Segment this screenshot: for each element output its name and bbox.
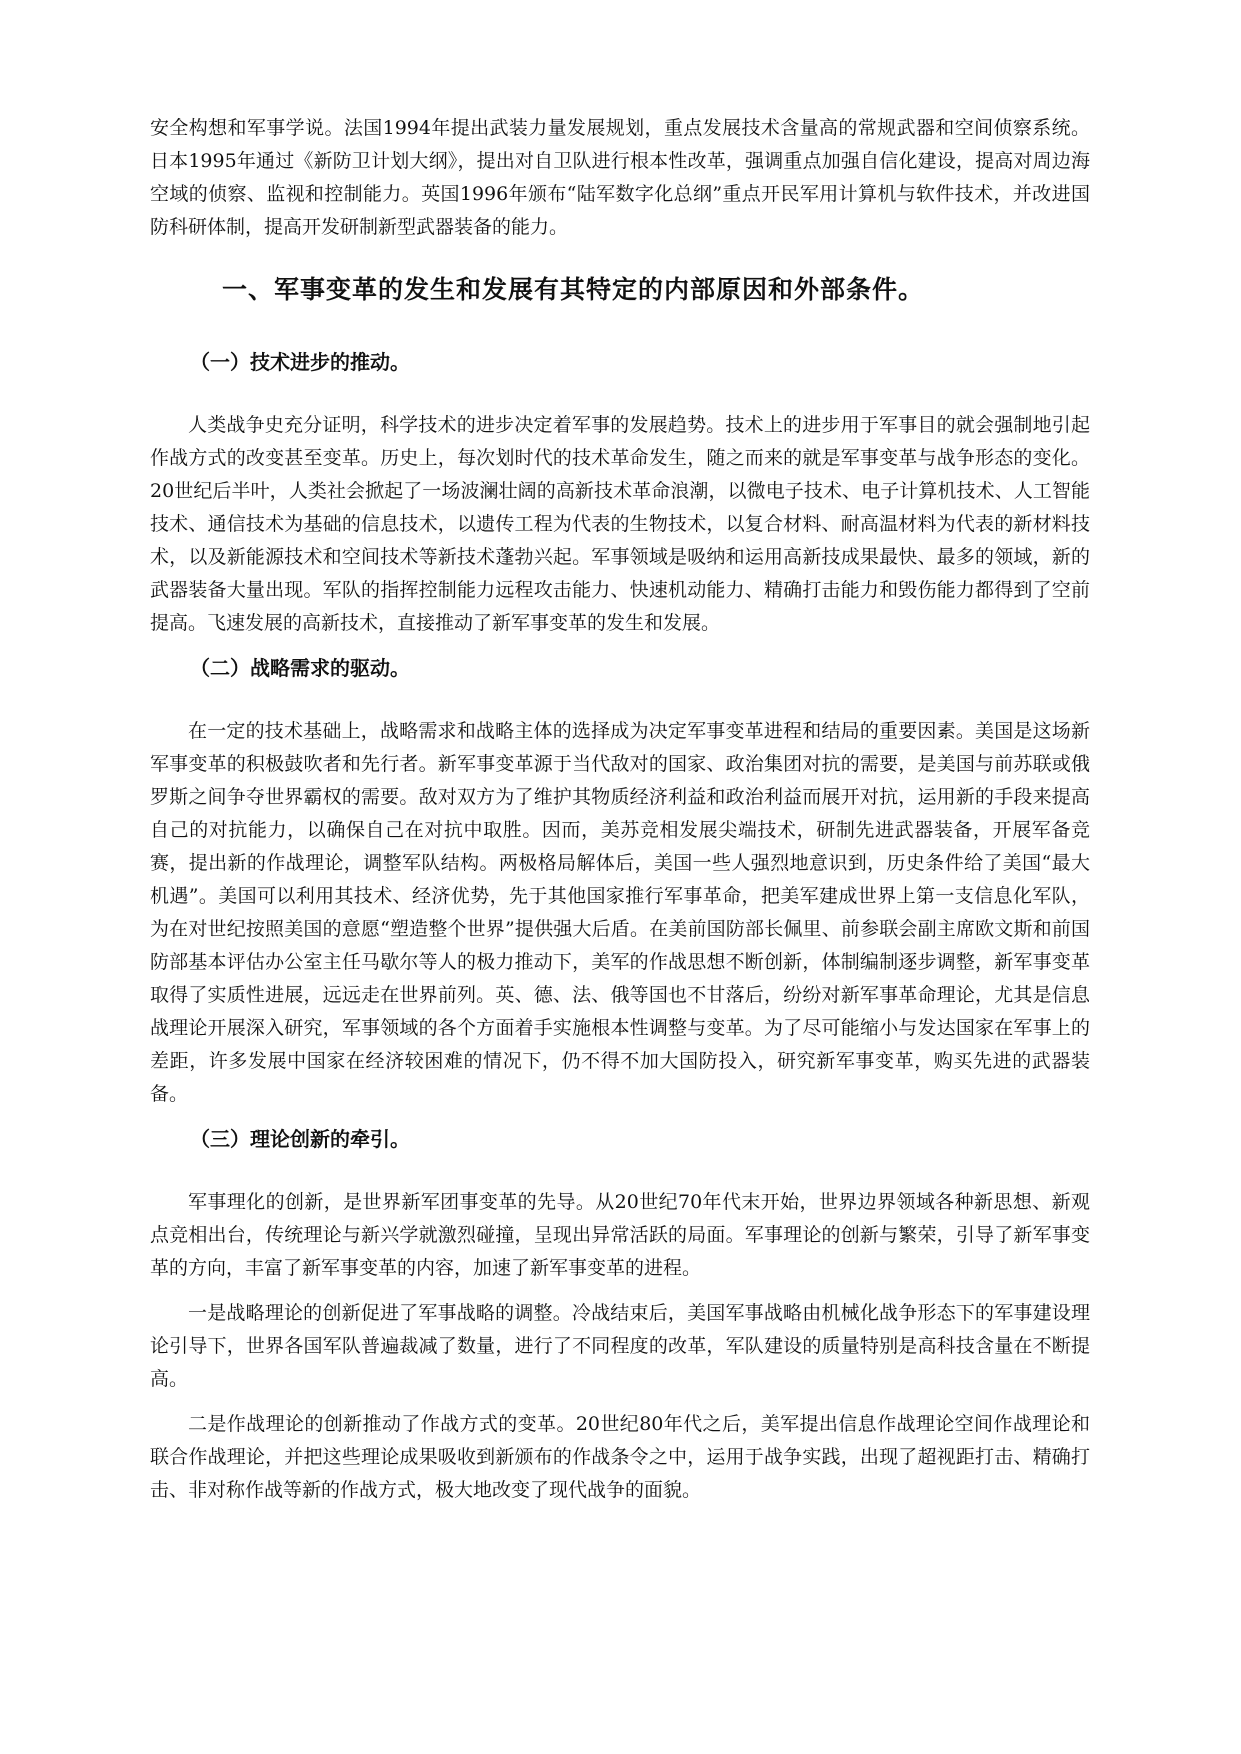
subheading-strategy: （二）战略需求的驱动。 (190, 656, 410, 680)
subheading-tech: （一）技术进步的推动。 (190, 350, 410, 374)
combat-theory-paragraph: 二是作战理论的创新推动了作战方式的变革。20世纪80年代之后，美军提出信息作战理论空间作战理论和联合作战理论，并把这些理论成果吸收到新颁布的作战条令之中，运用于战争实践，出现了超视距打击、精确打击、非对称作战等新的作战方式，极大地改变了现代战争的面貌。 (150, 1413, 1090, 1501)
tech-paragraph: 人类战争史充分证明，科学技术的进步决定着军事的发展趋势。技术上的进步用于军事目的就会强制地引起作战方式的改变甚至变革。历史上，每次划时代的技术革命发生，随之而来的就是军事变革与战争形态的变化。20世纪后半叶，人类社会掀起了一场波澜壮阔的高新技术革命浪潮，以微电子技术、电子计算机技术、人工智能技术、通信技术为基础的信息技术，以遗传工程为代表的生物技术，以复合材料、耐高温材料为代表的新材料技术，以及新能源技术和空间技术等新技术蓬勃兴起。军事领域是吸纳和运用高新技成果最快、最多的领域，新的武器装备大量出现。军队的指挥控制能力远程攻击能力、快速机动能力、精确打击能力和毁伤能力都得到了空前提高。飞速发展的高新技术，直接推动了新军事变革的发生和发展。 (150, 414, 1090, 634)
subheading-theory: （三）理论创新的牵引。 (190, 1127, 410, 1151)
intro-paragraph: 安全构想和军事学说。法国1994年提出武装力量发展规划，重点发展技术含量高的常规武器和空间侦察系统。日本1995年通过《新防卫计划大纲》，提出对自卫队进行根本性改革，强调重点加强自信化建设，提高对周边海空域的侦察、监视和控制能力。英国1996年颁布“陆军数字化总纲”重点开民军用计算机与软件技术，并改进国防科研体制，提高开发研制新型武器装备的能力。 (150, 117, 1090, 238)
strategic-theory-paragraph: 一是战略理论的创新促进了军事战略的调整。冷战结束后，美国军事战略由机械化战争形态下的军事建设理论引导下，世界各国军队普遍裁减了数量，进行了不同程度的改革，军队建设的质量特别是高科技含量在不断提高。 (150, 1302, 1090, 1390)
strategy-paragraph: 在一定的技术基础上，战略需求和战略主体的选择成为决定军事变革进程和结局的重要因素。美国是这场新军事变革的积极鼓吹者和先行者。新军事变革源于当代敌对的国家、政治集团对抗的需要，是美国与前苏联或俄罗斯之间争夺世界霸权的需要。敌对双方为了维护其物质经济利益和政治利益而展开对抗，运用新的手段来提高自己的对抗能力，以确保自己在对抗中取胜。因而，美苏竞相发展尖端技术，研制先进武器装备，开展军备竞赛，提出新的作战理论，调整军队结构。两极格局解体后，美国一些人强烈地意识到，历史条件给了美国“最大机遇”。美国可以利用其技术、经济优势，先于其他国家推行军事革命，把美军建成世界上第一支信息化军队，为在对世纪按照美国的意愿“塑造整个世界”提供强大后盾。在美前国防部长佩里、前参联会副主席欧文斯和前国防部基本评估办公室主任马歇尔等人的极力推动下，美军的作战思想不断创新，体制编制逐步调整，新军事变革取得了实质性进展，远远走在世界前列。英、德、法、俄等国也不甘落后，纷纷对新军事革命理论，尤其是信息战理论开展深入研究，军事领域的各个方面着手实施根本性调整与变革。为了尽可能缩小与发达国家在军事上的差距，许多发展中国家在经济较困难的情况下，仍不得不加大国防投入，研究新军事变革，购买先进的武器装备。 (150, 720, 1090, 1105)
theory-paragraph: 军事理化的创新，是世界新军团事变革的先导。从20世纪70年代末开始，世界边界领域各种新思想、新观点竞相出台，传统理论与新兴学就激烈碰撞，呈现出异常活跃的局面。军事理论的创新与繁荣，引导了新军事变革的方向，丰富了新军事变革的内容，加速了新军事变革的进程。 (150, 1191, 1090, 1279)
document-page (150, 112, 1090, 1519)
section-heading: 一、军事变革的发生和发展有其特定的内部原因和外部条件。 (222, 275, 925, 304)
